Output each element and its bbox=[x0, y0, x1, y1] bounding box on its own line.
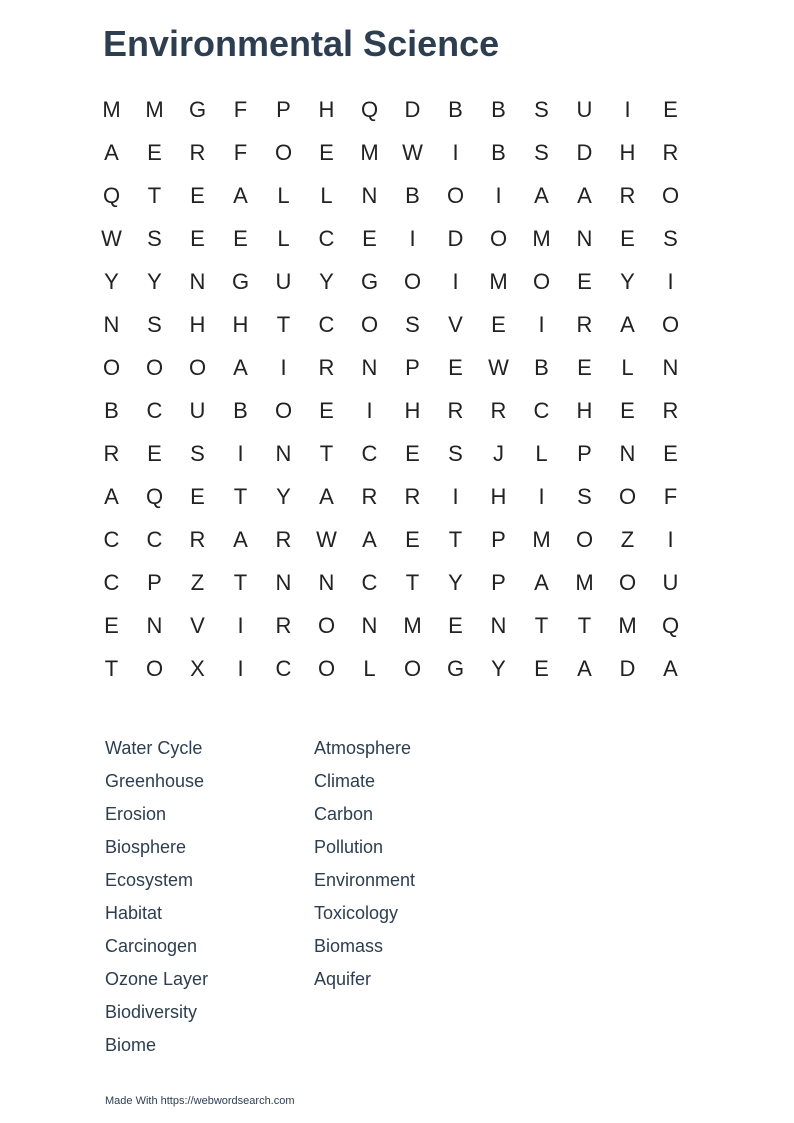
grid-letter: B bbox=[233, 398, 248, 423]
grid-letter: Y bbox=[104, 269, 119, 294]
grid-letter: C bbox=[103, 527, 120, 552]
grid-letter: O bbox=[618, 484, 637, 509]
grid-letter: I bbox=[452, 484, 459, 509]
grid-letter: P bbox=[491, 527, 506, 552]
grid-letter: B bbox=[405, 183, 420, 208]
grid-letter: E bbox=[233, 226, 248, 251]
grid-letter: I bbox=[624, 97, 631, 122]
word-list-item: Atmosphere bbox=[314, 738, 412, 758]
grid-letter: M bbox=[618, 613, 637, 638]
grid-letter: A bbox=[104, 484, 119, 509]
grid-letter: P bbox=[405, 355, 420, 380]
grid-letter: E bbox=[362, 226, 377, 251]
grid-letter: E bbox=[405, 527, 420, 552]
grid-letter: M bbox=[360, 140, 379, 165]
grid-letter: C bbox=[146, 398, 163, 423]
grid-letter: D bbox=[576, 140, 593, 165]
grid-letter: Q bbox=[661, 613, 680, 638]
grid-letter: B bbox=[534, 355, 549, 380]
grid-letter: H bbox=[404, 398, 421, 423]
grid-letter: N bbox=[619, 441, 636, 466]
grid-letter: O bbox=[188, 355, 207, 380]
footer-credit: Made With https://webwordsearch.com bbox=[105, 1095, 295, 1107]
grid-letter: E bbox=[620, 226, 635, 251]
word-list-item: Erosion bbox=[105, 804, 167, 824]
grid-letter: N bbox=[490, 613, 507, 638]
grid-letter: W bbox=[101, 226, 122, 251]
grid-letter: E bbox=[663, 97, 678, 122]
grid-letter: Y bbox=[147, 269, 162, 294]
grid-letter: L bbox=[320, 183, 333, 208]
grid-letter: C bbox=[318, 226, 335, 251]
grid-letter: Y bbox=[319, 269, 334, 294]
grid-letter: R bbox=[318, 355, 335, 380]
grid-letter: L bbox=[277, 226, 290, 251]
grid-letter: V bbox=[448, 312, 463, 337]
grid-letter: M bbox=[403, 613, 422, 638]
grid-letter: E bbox=[448, 355, 463, 380]
grid-letter: O bbox=[575, 527, 594, 552]
word-list-item: Carbon bbox=[314, 804, 374, 824]
grid-letter: T bbox=[233, 570, 248, 595]
grid-letter: M bbox=[145, 97, 164, 122]
grid-letter: O bbox=[274, 140, 293, 165]
grid-letter: E bbox=[147, 140, 162, 165]
grid-letter: U bbox=[189, 398, 206, 423]
grid-letter: E bbox=[534, 656, 549, 681]
letter-grid bbox=[90, 88, 692, 690]
word-list-item: Habitat bbox=[105, 903, 163, 923]
grid-letter: I bbox=[280, 355, 287, 380]
grid-letter: D bbox=[447, 226, 464, 251]
grid-letter: L bbox=[363, 656, 376, 681]
grid-letter: C bbox=[361, 570, 378, 595]
grid-letter: N bbox=[361, 183, 378, 208]
word-list-item: Aquifer bbox=[314, 969, 372, 989]
grid-letter: E bbox=[190, 183, 205, 208]
grid-letter: I bbox=[409, 226, 416, 251]
grid-letter: T bbox=[405, 570, 420, 595]
grid-letter: A bbox=[233, 183, 248, 208]
grid-letter: C bbox=[318, 312, 335, 337]
word-list bbox=[105, 737, 523, 1067]
grid-letter: C bbox=[146, 527, 163, 552]
page-title: Environmental Science bbox=[103, 23, 500, 64]
grid-letter: N bbox=[275, 441, 292, 466]
grid-letter: C bbox=[361, 441, 378, 466]
word-list-item: Toxicology bbox=[314, 903, 399, 923]
grid-letter: O bbox=[403, 269, 422, 294]
grid-letter: C bbox=[533, 398, 550, 423]
word-list-item: Biomass bbox=[314, 936, 384, 956]
grid-letter: Y bbox=[491, 656, 506, 681]
grid-letter: B bbox=[104, 398, 119, 423]
grid-letter: E bbox=[190, 484, 205, 509]
word-list-item: Greenhouse bbox=[105, 771, 205, 791]
word-list-item: Ozone Layer bbox=[105, 969, 209, 989]
grid-letter: L bbox=[277, 183, 290, 208]
grid-letter: H bbox=[232, 312, 249, 337]
grid-letter: O bbox=[145, 656, 164, 681]
grid-letter: T bbox=[233, 484, 248, 509]
grid-letter: F bbox=[663, 484, 678, 509]
grid-letter: O bbox=[102, 355, 121, 380]
grid-letter: O bbox=[274, 398, 293, 423]
grid-letter: E bbox=[448, 613, 463, 638]
word-list-item: Biodiversity bbox=[105, 1002, 198, 1022]
grid-letter: R bbox=[189, 527, 206, 552]
grid-letter: T bbox=[534, 613, 549, 638]
grid-letter: X bbox=[190, 656, 205, 681]
grid-letter: L bbox=[535, 441, 548, 466]
grid-letter: U bbox=[275, 269, 292, 294]
grid-letter: A bbox=[534, 183, 549, 208]
grid-letter: N bbox=[318, 570, 335, 595]
grid-letter: T bbox=[104, 656, 119, 681]
grid-letter: S bbox=[448, 441, 463, 466]
grid-letter: J bbox=[493, 441, 504, 466]
grid-letter: S bbox=[577, 484, 592, 509]
grid-letter: W bbox=[402, 140, 423, 165]
grid-letter: G bbox=[231, 269, 250, 294]
grid-letter: T bbox=[276, 312, 291, 337]
grid-letter: E bbox=[190, 226, 205, 251]
grid-letter: R bbox=[189, 140, 206, 165]
grid-letter: Z bbox=[620, 527, 635, 552]
grid-letter: I bbox=[667, 269, 674, 294]
grid-letter: C bbox=[103, 570, 120, 595]
grid-letter: B bbox=[491, 97, 506, 122]
grid-letter: O bbox=[360, 312, 379, 337]
grid-letter: I bbox=[538, 312, 545, 337]
grid-letter: S bbox=[405, 312, 420, 337]
grid-letter: I bbox=[237, 441, 244, 466]
grid-letter: E bbox=[405, 441, 420, 466]
grid-letter: N bbox=[361, 355, 378, 380]
word-list-column-2 bbox=[314, 737, 523, 1067]
grid-letter: Q bbox=[145, 484, 164, 509]
grid-letter: H bbox=[576, 398, 593, 423]
grid-letter: R bbox=[662, 140, 679, 165]
grid-letter: P bbox=[491, 570, 506, 595]
grid-letter: N bbox=[576, 226, 593, 251]
grid-letter: O bbox=[145, 355, 164, 380]
grid-letter: S bbox=[534, 140, 549, 165]
word-list-column-1 bbox=[105, 737, 314, 1067]
grid-letter: N bbox=[275, 570, 292, 595]
grid-letter: I bbox=[366, 398, 373, 423]
grid-letter: T bbox=[577, 613, 592, 638]
grid-letter: O bbox=[317, 613, 336, 638]
grid-letter: U bbox=[662, 570, 679, 595]
grid-letter: V bbox=[190, 613, 205, 638]
grid-letter: O bbox=[532, 269, 551, 294]
grid-letter: H bbox=[619, 140, 636, 165]
grid-letter: S bbox=[190, 441, 205, 466]
grid-letter: O bbox=[317, 656, 336, 681]
grid-letter: N bbox=[146, 613, 163, 638]
grid-letter: Z bbox=[190, 570, 205, 595]
grid-letter: H bbox=[318, 97, 335, 122]
grid-letter: N bbox=[361, 613, 378, 638]
word-list-item: Biome bbox=[105, 1035, 157, 1055]
grid-letter: T bbox=[147, 183, 162, 208]
grid-letter: E bbox=[147, 441, 162, 466]
grid-letter: R bbox=[275, 613, 292, 638]
grid-letter: F bbox=[233, 140, 248, 165]
grid-letter: Y bbox=[276, 484, 291, 509]
grid-letter: Y bbox=[448, 570, 463, 595]
grid-letter: D bbox=[619, 656, 636, 681]
grid-letter: A bbox=[233, 527, 248, 552]
grid-letter: Y bbox=[620, 269, 635, 294]
grid-letter: N bbox=[189, 269, 206, 294]
grid-letter: O bbox=[489, 226, 508, 251]
grid-letter: G bbox=[360, 269, 379, 294]
grid-letter: S bbox=[663, 226, 678, 251]
grid-letter: M bbox=[532, 527, 551, 552]
grid-letter: P bbox=[276, 97, 291, 122]
word-list-item: Water Cycle bbox=[105, 738, 203, 758]
grid-letter: A bbox=[577, 183, 592, 208]
word-list-item: Pollution bbox=[314, 837, 384, 857]
grid-letter: S bbox=[534, 97, 549, 122]
grid-letter: M bbox=[489, 269, 508, 294]
grid-letter: I bbox=[667, 527, 674, 552]
grid-letter: T bbox=[448, 527, 463, 552]
grid-letter: E bbox=[319, 398, 334, 423]
grid-letter: R bbox=[404, 484, 421, 509]
grid-letter: A bbox=[319, 484, 334, 509]
grid-letter: E bbox=[577, 355, 592, 380]
grid-letter: I bbox=[495, 183, 502, 208]
word-list-item: Environment bbox=[314, 870, 416, 890]
grid-letter: A bbox=[577, 656, 592, 681]
grid-letter: U bbox=[576, 97, 593, 122]
grid-letter: P bbox=[577, 441, 592, 466]
grid-letter: I bbox=[237, 613, 244, 638]
grid-letter: N bbox=[662, 355, 679, 380]
grid-letter: O bbox=[661, 312, 680, 337]
grid-letter: L bbox=[621, 355, 634, 380]
grid-letter: E bbox=[104, 613, 119, 638]
grid-letter: F bbox=[233, 97, 248, 122]
word-list-item: Carcinogen bbox=[105, 936, 198, 956]
grid-letter: C bbox=[275, 656, 292, 681]
grid-letter: E bbox=[491, 312, 506, 337]
grid-letter: N bbox=[103, 312, 120, 337]
word-list-item: Biosphere bbox=[105, 837, 187, 857]
grid-letter: H bbox=[490, 484, 507, 509]
grid-letter: I bbox=[452, 140, 459, 165]
grid-letter: H bbox=[189, 312, 206, 337]
grid-letter: R bbox=[103, 441, 120, 466]
grid-letter: R bbox=[490, 398, 507, 423]
grid-letter: A bbox=[362, 527, 377, 552]
grid-letter: T bbox=[319, 441, 334, 466]
grid-letter: R bbox=[447, 398, 464, 423]
grid-letter: Q bbox=[360, 97, 379, 122]
grid-letter: I bbox=[538, 484, 545, 509]
grid-letter: B bbox=[448, 97, 463, 122]
grid-letter: B bbox=[491, 140, 506, 165]
grid-letter: M bbox=[575, 570, 594, 595]
grid-letter: D bbox=[404, 97, 421, 122]
word-list-item: Ecosystem bbox=[105, 870, 194, 890]
grid-letter: I bbox=[237, 656, 244, 681]
grid-letter: O bbox=[446, 183, 465, 208]
grid-letter: R bbox=[662, 398, 679, 423]
grid-letter: I bbox=[452, 269, 459, 294]
grid-letter: A bbox=[663, 656, 678, 681]
grid-letter: G bbox=[446, 656, 465, 681]
grid-letter: Q bbox=[102, 183, 121, 208]
grid-letter: O bbox=[661, 183, 680, 208]
grid-letter: S bbox=[147, 312, 162, 337]
word-list-item: Climate bbox=[314, 771, 376, 791]
grid-letter: E bbox=[319, 140, 334, 165]
grid-letter: E bbox=[663, 441, 678, 466]
grid-letter: R bbox=[275, 527, 292, 552]
grid-letter: A bbox=[233, 355, 248, 380]
grid-letter: A bbox=[620, 312, 635, 337]
grid-letter: O bbox=[403, 656, 422, 681]
grid-letter: E bbox=[577, 269, 592, 294]
grid-letter: W bbox=[488, 355, 509, 380]
grid-letter: M bbox=[532, 226, 551, 251]
grid-letter: S bbox=[147, 226, 162, 251]
grid-letter: R bbox=[361, 484, 378, 509]
grid-letter: A bbox=[534, 570, 549, 595]
grid-letter: W bbox=[316, 527, 337, 552]
grid-letter: M bbox=[102, 97, 121, 122]
grid-letter: G bbox=[188, 97, 207, 122]
grid-letter: R bbox=[576, 312, 593, 337]
grid-letter: A bbox=[104, 140, 119, 165]
grid-letter: O bbox=[618, 570, 637, 595]
grid-letter: P bbox=[147, 570, 162, 595]
grid-letter: R bbox=[619, 183, 636, 208]
grid-letter: E bbox=[620, 398, 635, 423]
